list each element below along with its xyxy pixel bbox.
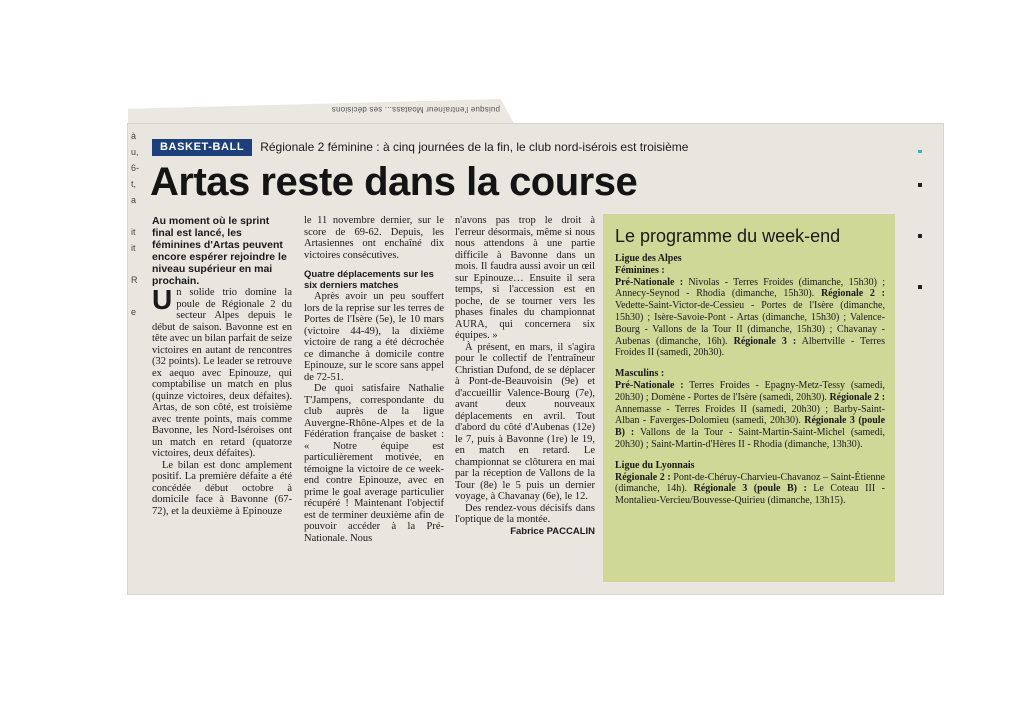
kicker-text: Régionale 2 féminine : à cinq journées de la fin, le club nord-isérois est troisième [260,140,689,154]
author-signature: Fabrice PACCALIN [510,525,595,537]
division-label: Pré-Nationale : [615,379,684,391]
category-header: Masculins : [615,368,665,380]
division-label: Régionale 3 (poule B) : [615,415,886,439]
fixtures: Albertville - Terres Froides II (samedi, 20h30). [615,335,886,359]
body-paragraph: le 11 novembre dernier, sur le score de 69-62. Depuis, les Artasiennes ont enchaîné dix victoires consécutives. [304,215,444,261]
league-header: Ligue des Alpes [615,253,682,264]
drop-cap: U [152,284,173,315]
division-label: Régionale 2 : [820,288,886,300]
schedule-lyonnais [615,460,885,507]
body-paragraph: n'avons pas trop le droit à l'erreur désormais, même si nous nous attendons à une partie difficile à Bavonne dans un mois. Il faudra aussi avoir un œil sur Epinouze… Ensuite il sera temps, si l'accession est en poche, de se tourner vers les phases finales du championnat AURA, qui concernera six équipes. » [455,215,595,341]
registration-marks [918,150,926,336]
subheading: Quatre déplacements sur les six derniers matches [304,269,434,291]
schedule-alpes-feminines [615,253,885,359]
division-label: Régionale 2 : [829,391,886,403]
black-print-mark [918,285,922,289]
lede: Au moment où le sprint final est lancé, les féminines d'Artas peuvent encore espérer rejoindre le niveau supérieur en mai prochain. [152,215,287,287]
fixtures: Vallons de la Tour - Saint-Martin-Saint-Michel (samedi, 20h30) ; Saint-Martin-d'Hères II - Rhodia (dimanche, 13h30). [615,427,885,450]
upside-down-scrap-text: puisque l'entraîneur Moatass... ses décisions [331,105,500,114]
kicker-row [152,138,912,156]
fixtures: Le Coteau III - Montalieu-Vercieu/Bouvesse-Quirieu (dimanche, 13h15). [615,483,886,507]
cyan-print-mark [918,150,922,153]
body-paragraph: n solide trio domine la poule de Régionale 2 du secteur Alpes depuis le début de saison. Bavonne est en tête avec un bilan parfait de seize victoires en autant de rencontres (32 points). Le leader se retrouve ex aequo avec Epinouze, qui comptabilise un match en plus (quinze victoires, deux défaites). Artas, de son côté, est troisième avec trente points, mais comme Bavonne, les Nord-Iséroises ont un match en retard (quatorze victoires, deux défaites). [152,287,292,459]
body-paragraph: Après avoir un peu souffert lors de la reprise sur les terres de Portes de l'Isère (5e), le 10 mars (victoire 44-49), la dixième victoire de rang a été décrochée ce dimanche à domicile contre Epinouze, sur le score sans appel de 72-51. [304,291,444,383]
body-paragraph: De quoi satisfaire Nathalie T'Jampens, correspondante du club auprès de la ligue Auvergne-Rhône-Alpes et de la Fédération française de basket : « Notre équipe est particulièrement motivée, en témoigne la victoire de ce week-end contre Epinouze, avec en prime le goal average particulier récupéré ! Maintenant l'objectif est de terminer deuxième afin de pouvoir accéder à la Pré-Nationale. Nous [304,383,444,544]
schedule-title: Le programme du week-end [615,226,841,246]
schedule-box [603,214,895,582]
cut-column-fragments: à u, 6- t, a it it R e [131,131,140,317]
division-label: Régionale 3 : [733,335,797,347]
article-column-3 [455,215,595,537]
fixtures: Nivolas - Terres Froides (dimanche, 15h30) ; Annecy-Seynod - Rhodia (dimanche, 15h30). [615,276,885,300]
division-label: Régionale 2 : [615,471,671,483]
category-header: Féminines : [615,264,665,276]
fixtures: Terres Froides - Epagny-Metz-Tessy (samedi, 20h30) ; Domène - Portes de l'Isère (samedi, 20h30). [615,379,885,403]
body-paragraph: À présent, en mars, il s'agira pour le collectif de l'entraîneur Christian Dufond, de se déplacer à Pont-de-Beauvoisin (9e) et d'accueillir Valence-Bourg (7e), avant deux nouveaux déplacements en avril. Tout d'abord du côté d'Aubenas (12e) le 7, puis à Bavonne (1re) le 19, en match en retard. Le championnat se clôturera en mai par la réception de Vallons de la Tour (8e) le 5 puis un dernier voyage, à Chavanay (6e), le 12. [455,341,595,502]
body-paragraph: Des rendez-vous décisifs dans l'optique de la montée. [455,502,595,525]
article-column-1 [152,215,292,517]
fixtures: Vedette-Saint-Victor-de-Cessieu - Portes de l'Isère (dimanche, 15h30) ; Isère-Savoie-Pont - Artas (dimanche, 15h30) ; Valence-Bourg - Vallons de la Tour II (dimanche, 15h30) ; Chavanay - Aubenas (dimanche, 16h). [615,300,885,347]
fixtures: Annemasse - Terres Froides II (samedi, 20h30) ; Barby-Saint-Alban - Faverges-Dolomieu (samedi, 20h30). [615,403,885,427]
schedule-alpes-masculins [615,368,885,451]
black-print-mark [918,183,922,187]
league-header: Ligue du Lyonnais [615,459,695,471]
division-label: Régionale 3 (poule B) : [693,483,807,495]
article-column-2 [304,215,444,544]
headline: Artas reste dans la course [150,160,638,204]
division-label: Pré-Nationale : [615,276,684,288]
fixtures: Pont-de-Chéruy-Charvieu-Chavanoz – Saint-Étienne (dimanche, 14h). [615,471,886,495]
body-paragraph: Le bilan est donc amplement positif. La première défaite a été concédée début octobre à domicile face à Bavonne (67-72), et la deuxième à Epinouze [152,459,292,517]
black-print-mark [918,234,922,238]
section-tag: BASKET-BALL [152,139,252,156]
